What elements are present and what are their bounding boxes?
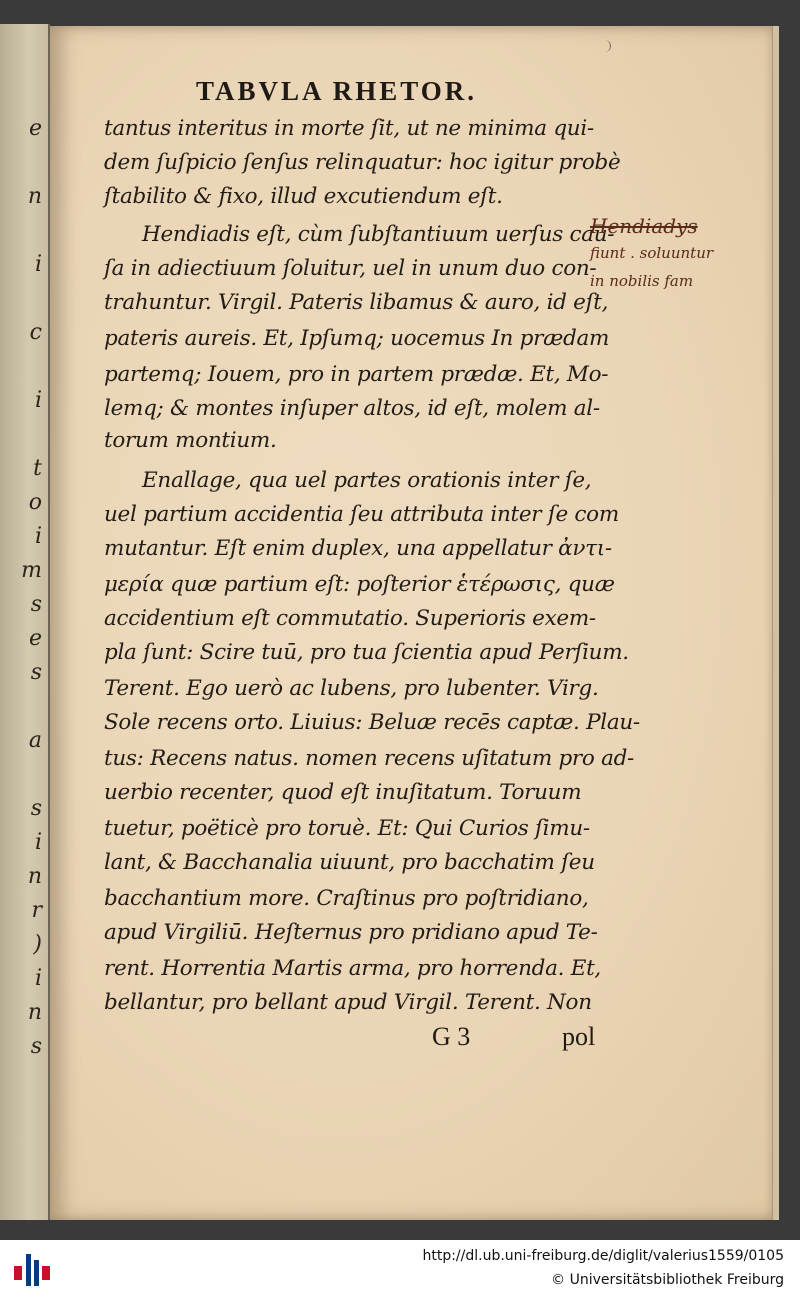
copyright-notice: © Universitätsbibliothek Freiburg	[551, 1272, 784, 1288]
text-line: tus: Recens natus. nomen recens uſitatum pro ad-	[104, 746, 635, 771]
text-line: Sole recens orto. Liuius: Beluæ recēs captæ. Plau-	[104, 710, 640, 735]
viewer-footer	[0, 1240, 800, 1298]
text-line: Terent. Ego uerò ac lubens, pro lubenter. Virg.	[104, 676, 599, 701]
text-line: tuetur, poëticè pro toruè. Et: Qui Curios ſimu-	[104, 816, 590, 841]
signature-mark: G 3	[432, 1022, 471, 1051]
text-line: tantus interitus in morte ſit, ut ne minima qui-	[104, 116, 594, 141]
text-line: mutantur. Eſt enim duplex, una appellatur ἀντι-	[104, 536, 612, 561]
facing-page-fragment: s	[30, 592, 42, 617]
facing-page-fragment: a	[28, 728, 42, 753]
text-line: ſa in adiectiuum ſoluitur, uel in unum duo con-	[104, 256, 597, 281]
facing-page-fragment: t	[33, 456, 42, 481]
facing-page-fragment: )	[33, 932, 42, 957]
facing-page-fragment: s	[30, 660, 42, 685]
facing-page-fragment: e	[28, 116, 42, 141]
catchword: pol	[562, 1022, 596, 1051]
text-line: partemq; Iouem, pro in partem prædæ. Et, Mo-	[104, 362, 609, 387]
page-edge	[772, 26, 779, 1220]
marginal-annotation: fiunt . soluuntur	[590, 244, 714, 262]
permalink-url[interactable]: http://dl.ub.uni-freiburg.de/diglit/valerius1559/0105	[422, 1248, 784, 1264]
text-line: bellantur, pro bellant apud Virgil. Terent. Non	[104, 990, 592, 1015]
text-line: μερία quæ partium eſt: poſterior ἑτέρωσις, quæ	[104, 572, 615, 597]
text-line: trahuntur. Virgil. Pateris libamus & auro, id eſt,	[104, 290, 609, 315]
facing-page-fragment: n	[27, 864, 42, 889]
text-line: Hendiadis eſt, cùm ſubſtantiuum uerſus cau-	[142, 222, 615, 247]
facing-page-fragment: c	[29, 320, 42, 345]
text-line: Enallage, qua uel partes orationis inter ſe,	[142, 468, 592, 493]
facing-page-fragment: s	[30, 796, 42, 821]
text-line: ſtabilito & fixo, illud excutiendum eſt.	[104, 184, 503, 209]
facing-page-fragment: i	[34, 966, 42, 991]
facing-page-fragment: o	[28, 490, 42, 515]
university-logo-icon	[12, 1250, 52, 1290]
facing-page-fragment: r	[31, 898, 42, 923]
facing-page-fragment: m	[21, 558, 42, 583]
facing-page-fragment: i	[34, 388, 42, 413]
facing-page-fragment: i	[34, 252, 42, 277]
text-line: apud Virgiliū. Heſternus pro pridiano apud Te-	[104, 920, 598, 945]
text-line: bacchantium more. Craſtinus pro poſtridiano,	[104, 886, 589, 911]
text-line: pateris aureis. Et, Ipſumq; uocemus In prædam	[104, 326, 610, 351]
text-line: uerbio recenter, quod eſt inuſitatum. Toruum	[104, 780, 582, 805]
facing-page-fragment: n	[27, 184, 42, 209]
text-line: lemq; & montes inſuper altos, id eſt, molem al-	[104, 396, 600, 421]
facing-page-fragment: i	[34, 830, 42, 855]
facing-page-edge	[0, 24, 50, 1220]
text-line: pla ſunt: Scire tuū, pro tua ſcientia apud Perſium.	[104, 640, 629, 665]
running-head: TABVLA RHETOR.	[196, 76, 478, 106]
facing-page-fragment: n	[27, 1000, 42, 1025]
text-line: torum montium.	[104, 428, 277, 453]
text-line: rent. Horrentia Martis arma, pro horrenda. Et,	[104, 956, 601, 981]
text-line: lant, & Bacchanalia uiuunt, pro bacchatim ſeu	[104, 850, 595, 875]
text-line: uel partium accidentia ſeu attributa inter ſe com	[104, 502, 619, 527]
marginal-annotation: in nobilis fam	[590, 272, 694, 290]
facing-page-fragment: s	[30, 1034, 42, 1059]
marginal-annotation: Hendiadys	[590, 214, 698, 238]
facing-page-fragment: i	[34, 524, 42, 549]
text-line: dem ſuſpicio ſenſus relinquatur: hoc igitur probè	[104, 150, 621, 175]
text-line: accidentium eſt commutatio. Superioris exem-	[104, 606, 596, 631]
facing-page-fragment: e	[28, 626, 42, 651]
